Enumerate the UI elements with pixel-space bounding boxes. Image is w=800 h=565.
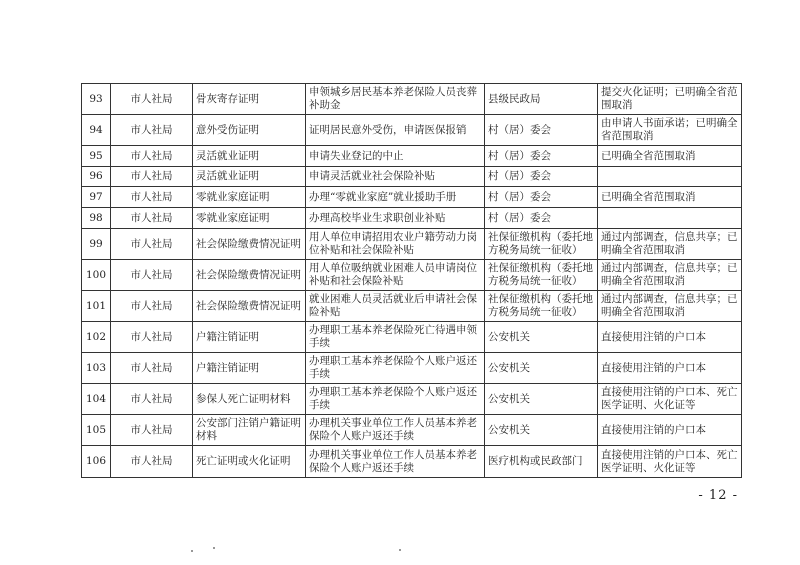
table-row	[82, 446, 742, 478]
table-row	[82, 260, 742, 291]
matter-cell: 办理高校毕业生求职创业补贴	[306, 208, 485, 229]
department-cell: 市人社局	[111, 229, 193, 260]
handling-method-cell: 通过内部调查，信息共享；已明确全省范围取消	[598, 291, 742, 322]
row-number: 101	[82, 291, 111, 322]
department-cell: 市人社局	[111, 146, 193, 167]
handling-method-cell: 由申请人书面承诺；已明确全省范围取消	[598, 115, 742, 146]
table-row	[82, 84, 742, 115]
certificate-name-cell: 户籍注销证明	[193, 322, 306, 353]
issuer-cell: 村（居）委会	[485, 208, 598, 229]
handling-method-cell: 直接使用注销的户口本	[598, 322, 742, 353]
handling-method-cell: 通过内部调查，信息共享；已明确全省范围取消	[598, 260, 742, 291]
row-number: 103	[82, 353, 111, 384]
matter-cell: 申领城乡居民基本养老保险人员丧葬补助金	[306, 84, 485, 115]
table-row	[82, 353, 742, 384]
department-cell: 市人社局	[111, 322, 193, 353]
table-row	[82, 322, 742, 353]
table-row	[82, 384, 742, 415]
department-cell: 市人社局	[111, 384, 193, 415]
certificate-name-cell: 户籍注销证明	[193, 353, 306, 384]
table-row	[82, 291, 742, 322]
handling-method-cell	[598, 208, 742, 229]
certificate-name-cell: 灵活就业证明	[193, 167, 306, 187]
table-row	[82, 415, 742, 446]
table-row	[82, 146, 742, 167]
matter-cell: 办理职工基本养老保险个人账户返还手续	[306, 384, 485, 415]
row-number: 102	[82, 322, 111, 353]
certificate-name-cell: 骨灰寄存证明	[193, 84, 306, 115]
handling-method-cell: 直接使用注销的户口本	[598, 415, 742, 446]
row-number: 99	[82, 229, 111, 260]
row-number: 106	[82, 446, 111, 478]
handling-method-cell: 已明确全省范围取消	[598, 187, 742, 208]
certificate-name-cell: 零就业家庭证明	[193, 187, 306, 208]
handling-method-cell: 已明确全省范围取消	[598, 146, 742, 167]
table-row	[82, 167, 742, 187]
matter-cell: 用人单位申请招用农业户籍劳动力岗位补贴和社会保险补贴	[306, 229, 485, 260]
department-cell: 市人社局	[111, 260, 193, 291]
certificate-name-cell: 社会保险缴费情况证明	[193, 260, 306, 291]
matter-cell: 办理职工基本养老保险个人账户返还手续	[306, 353, 485, 384]
matter-cell: 办理机关事业单位工作人员基本养老保险个人账户返还手续	[306, 446, 485, 478]
row-number: 98	[82, 208, 111, 229]
certificate-name-cell: 参保人死亡证明材料	[193, 384, 306, 415]
department-cell: 市人社局	[111, 115, 193, 146]
row-number: 95	[82, 146, 111, 167]
issuer-cell: 公安机关	[485, 353, 598, 384]
matter-cell: 办理职工基本养老保险死亡待遇申领手续	[306, 322, 485, 353]
handling-method-cell: 提交火化证明；已明确全省范围取消	[598, 84, 742, 115]
row-number: 105	[82, 415, 111, 446]
department-cell: 市人社局	[111, 187, 193, 208]
department-cell: 市人社局	[111, 353, 193, 384]
issuer-cell: 公安机关	[485, 322, 598, 353]
scan-speck	[399, 549, 401, 551]
certificate-table	[81, 83, 742, 478]
issuer-cell: 社保征缴机构（委托地方税务局统一征收）	[485, 260, 598, 291]
issuer-cell: 社保征缴机构（委托地方税务局统一征收）	[485, 229, 598, 260]
certificate-name-cell: 零就业家庭证明	[193, 208, 306, 229]
row-number: 93	[82, 84, 111, 115]
issuer-cell: 社保征缴机构（委托地方税务局统一征收）	[485, 291, 598, 322]
page-number: - 12 -	[698, 488, 738, 503]
row-number: 97	[82, 187, 111, 208]
row-number: 104	[82, 384, 111, 415]
table-row	[82, 187, 742, 208]
row-number: 96	[82, 167, 111, 187]
department-cell: 市人社局	[111, 415, 193, 446]
department-cell: 市人社局	[111, 446, 193, 478]
certificate-name-cell: 社会保险缴费情况证明	[193, 229, 306, 260]
row-number: 100	[82, 260, 111, 291]
scan-speck	[191, 550, 193, 552]
certificate-name-cell: 意外受伤证明	[193, 115, 306, 146]
matter-cell: 办理“零就业家庭”就业援助手册	[306, 187, 485, 208]
matter-cell: 就业困难人员灵活就业后申请社会保险补贴	[306, 291, 485, 322]
table-row	[82, 229, 742, 260]
handling-method-cell: 直接使用注销的户口本、死亡医学证明、火化证等	[598, 446, 742, 478]
handling-method-cell	[598, 167, 742, 187]
handling-method-cell: 直接使用注销的户口本	[598, 353, 742, 384]
issuer-cell: 县级民政局	[485, 84, 598, 115]
department-cell: 市人社局	[111, 84, 193, 115]
issuer-cell: 村（居）委会	[485, 115, 598, 146]
table-row	[82, 208, 742, 229]
matter-cell: 办理机关事业单位工作人员基本养老保险个人账户返还手续	[306, 415, 485, 446]
certificate-name-cell: 社会保险缴费情况证明	[193, 291, 306, 322]
row-number: 94	[82, 115, 111, 146]
issuer-cell: 公安机关	[485, 415, 598, 446]
department-cell: 市人社局	[111, 291, 193, 322]
certificate-name-cell: 灵活就业证明	[193, 146, 306, 167]
scan-speck	[213, 547, 215, 549]
issuer-cell: 公安机关	[485, 384, 598, 415]
matter-cell: 申请失业登记的中止	[306, 146, 485, 167]
certificate-name-cell: 死亡证明或火化证明	[193, 446, 306, 478]
issuer-cell: 村（居）委会	[485, 167, 598, 187]
issuer-cell: 医疗机构或民政部门	[485, 446, 598, 478]
issuer-cell: 村（居）委会	[485, 187, 598, 208]
department-cell: 市人社局	[111, 208, 193, 229]
table-row	[82, 115, 742, 146]
department-cell: 市人社局	[111, 167, 193, 187]
handling-method-cell: 直接使用注销的户口本、死亡医学证明、火化证等	[598, 384, 742, 415]
matter-cell: 用人单位吸纳就业困难人员申请岗位补贴和社会保险补贴	[306, 260, 485, 291]
issuer-cell: 村（居）委会	[485, 146, 598, 167]
handling-method-cell: 通过内部调查，信息共享；已明确全省范围取消	[598, 229, 742, 260]
matter-cell: 证明居民意外受伤，申请医保报销	[306, 115, 485, 146]
matter-cell: 申请灵活就业社会保险补贴	[306, 167, 485, 187]
certificate-name-cell: 公安部门注销户籍证明材料	[193, 415, 306, 446]
